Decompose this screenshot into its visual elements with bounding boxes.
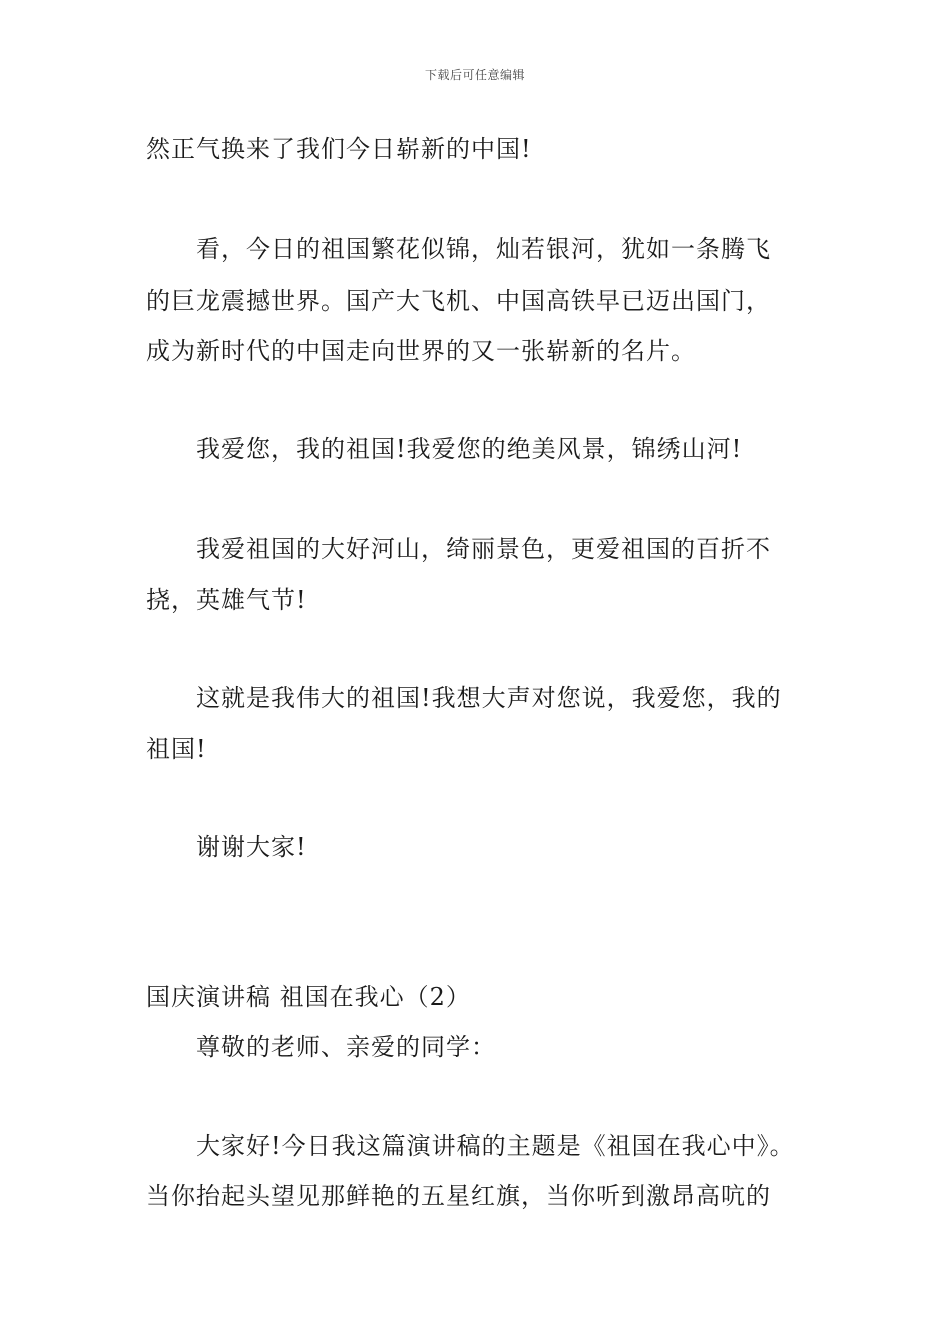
body-line-9: 祖国! — [146, 735, 207, 763]
salutation: 尊敬的老师、亲爱的同学： — [196, 1033, 496, 1061]
body-line-1: 然正气换来了我们今日崭新的中国! — [146, 135, 532, 163]
body-line-10: 谢谢大家! — [196, 833, 307, 861]
body-line-6: 我爱祖国的大好河山，绮丽景色，更爱祖国的百折不 — [196, 535, 771, 563]
body-line-8: 这就是我伟大的祖国!我想大声对您说，我爱您，我的 — [196, 684, 782, 712]
body-line-3: 的巨龙震撼世界。国产大飞机、中国高铁早已迈出国门， — [146, 287, 771, 315]
body-line-7: 挠，英雄气节! — [146, 586, 307, 614]
section-title: 国庆演讲稿 祖国在我心（2） — [146, 983, 471, 1011]
body-line-2: 看，今日的祖国繁花似锦，灿若银河，犹如一条腾飞 — [196, 235, 771, 263]
body-line-14: 当你抬起头望见那鲜艳的五星红旗，当你听到激昂高吭的 — [146, 1182, 771, 1210]
body-line-13: 大家好!今日我这篇演讲稿的主题是《祖国在我心中》。 — [196, 1132, 795, 1160]
body-line-5: 我爱您，我的祖国!我爱您的绝美风景，锦绣山河! — [196, 435, 743, 463]
body-line-4: 成为新时代的中国走向世界的又一张崭新的名片。 — [146, 337, 696, 365]
page-header: 下载后可任意编辑 — [424, 68, 525, 82]
